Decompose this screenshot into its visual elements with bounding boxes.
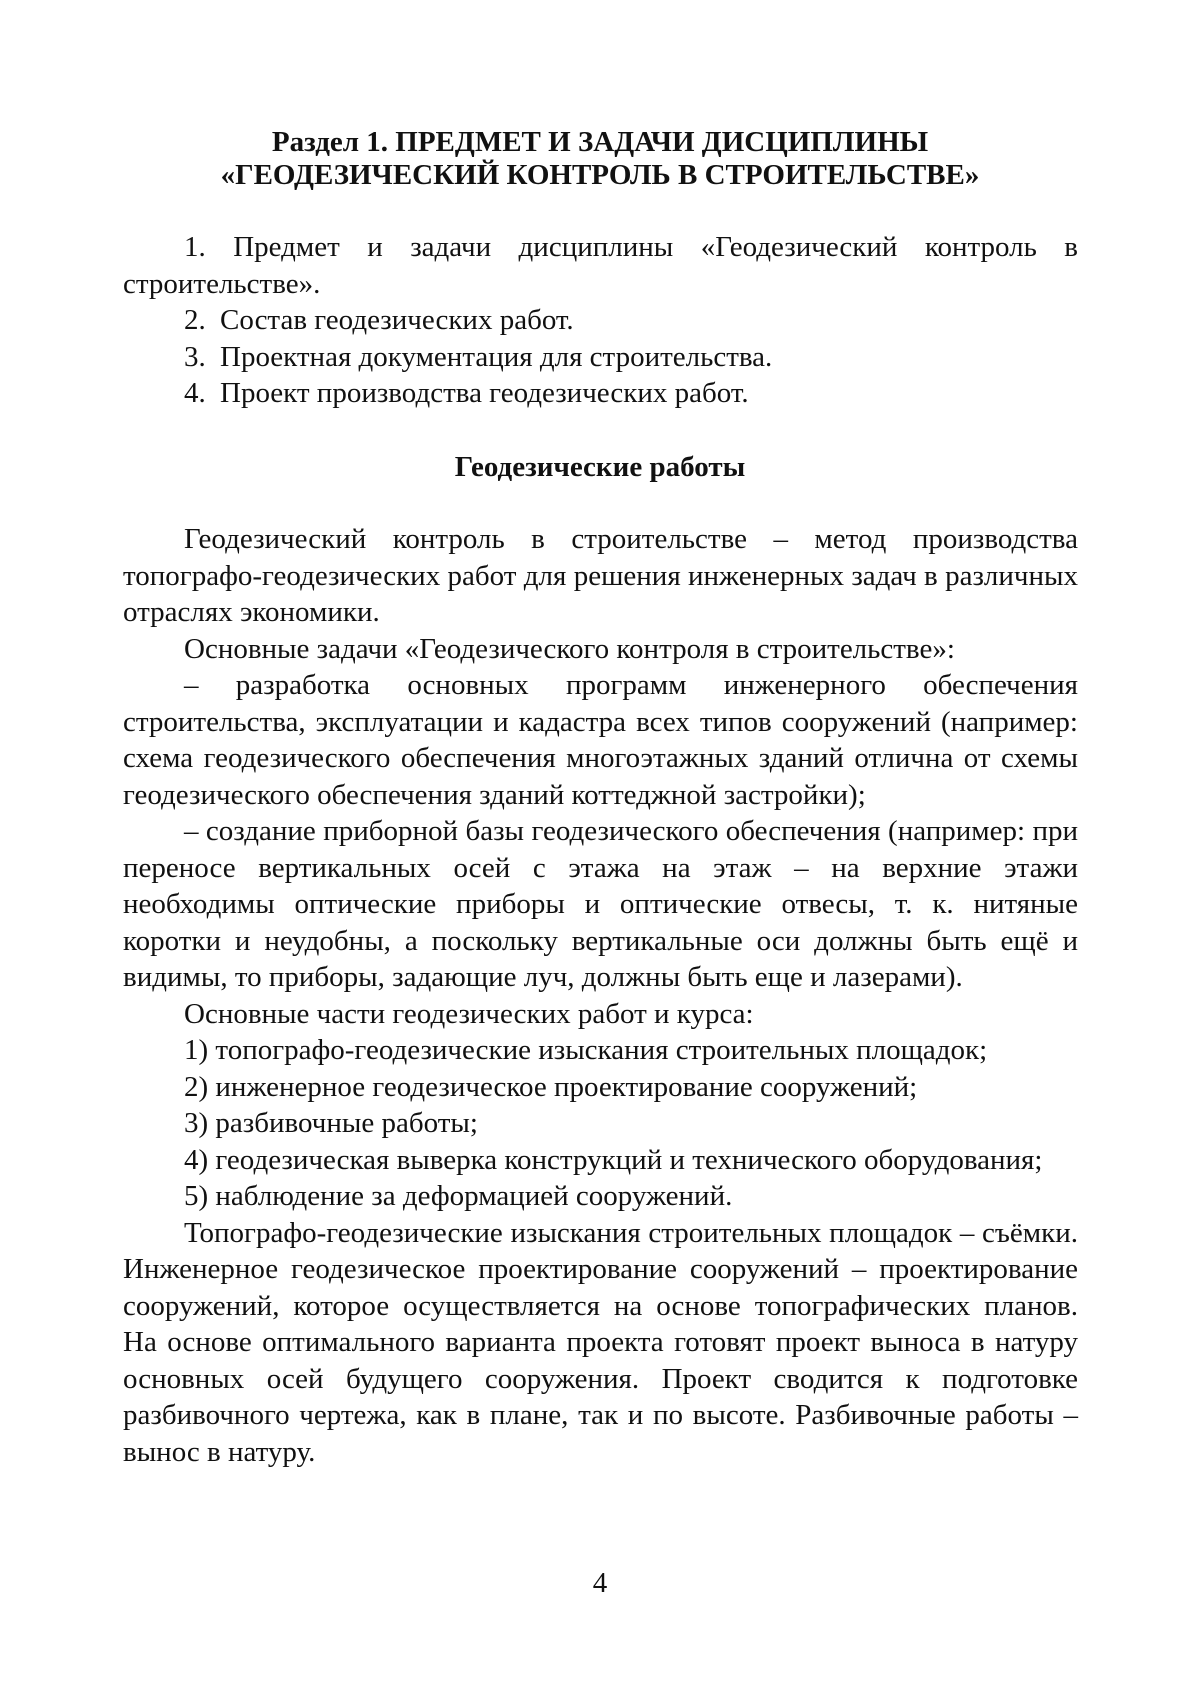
list-item: 4) геодезическая выверка конструкций и технического оборудования; xyxy=(123,1142,1078,1179)
paragraph: Геодезический контроль в строительстве – метод производства топографо-геодезических работ для решения инженерных задач в различных отраслях экономики. xyxy=(123,521,1078,631)
list-item: 1) топографо-геодезические изыскания строительных площадок; xyxy=(123,1032,1078,1069)
section-title-line-1: Раздел 1. ПРЕДМЕТ И ЗАДАЧИ ДИСЦИПЛИНЫ xyxy=(0,126,1200,159)
paragraph: Основные задачи «Геодезического контроля в строительстве»: xyxy=(123,631,1078,668)
topic-item: 3. Проектная документация для строительства. xyxy=(123,339,1078,376)
topics-list xyxy=(123,229,1078,412)
topic-item: 2. Состав геодезических работ. xyxy=(123,302,1078,339)
topic-item: 1. Предмет и задачи дисциплины «Геодезический контроль в строительстве». xyxy=(123,229,1078,302)
main-text xyxy=(123,521,1078,1470)
page-number: 4 xyxy=(0,1565,1200,1602)
paragraph: Топографо-геодезические изыскания строительных площадок – съёмки. Инженерное геодезическое проектирование сооружений – проектирование сооружений, которое осуществляется на основе топографических планов. На основе оптимального варианта проекта готовят проект выноса в натуру основных осей будущего сооружения. Проект сводится к подготовке разбивочного чертежа, как в плане, так и по высоте. Разбивочные работы – вынос в натуру. xyxy=(123,1215,1078,1471)
subsection-title: Геодезические работы xyxy=(0,449,1200,485)
paragraph: Основные части геодезических работ и курса: xyxy=(123,996,1078,1033)
list-item: 3) разбивочные работы; xyxy=(123,1105,1078,1142)
list-item: 5) наблюдение за деформацией сооружений. xyxy=(123,1178,1078,1215)
section-title xyxy=(0,126,1200,192)
topic-item: 4. Проект производства геодезических работ. xyxy=(123,375,1078,412)
list-item: 2) инженерное геодезическое проектирование сооружений; xyxy=(123,1069,1078,1106)
paragraph: – разработка основных программ инженерного обеспечения строительства, эксплуатации и кадастра всех типов сооружений (например: схема геодезического обеспечения многоэтажных зданий отлична от схемы геодезического обеспечения зданий коттеджной застройки); xyxy=(123,667,1078,813)
document-page xyxy=(0,0,1200,1703)
paragraph: – создание приборной базы геодезического обеспечения (например: при переносе вертикальных осей с этажа на этаж – на верхние этажи необходимы оптические приборы и оптические отвесы, т. к. нитяные коротки и неудобны, а поскольку вертикальные оси должны быть ещё и видимы, то приборы, задающие луч, должны быть еще и лазерами). xyxy=(123,813,1078,996)
section-title-line-2: «ГЕОДЕЗИЧЕСКИЙ КОНТРОЛЬ В СТРОИТЕЛЬСТВЕ» xyxy=(0,159,1200,192)
